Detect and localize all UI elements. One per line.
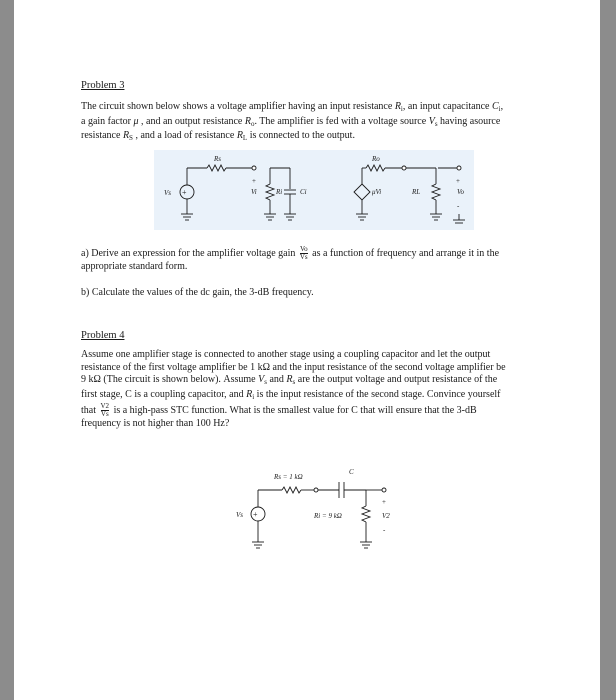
resistor-ri [362,506,370,522]
fraction-denominator: Vs [100,410,109,419]
problem-3-part-a [81,246,541,274]
symbol-sub: S [129,134,133,143]
body-line: resistance of the first voltage amplifier be 1 kΩ and the input resistance of the second voltage amplifier be [81,361,506,373]
document-page [14,0,600,700]
fraction-numerator: V2 [100,402,110,411]
transfer-fraction [101,403,110,418]
symbol-vs: V [428,115,435,127]
body-line: that [81,405,99,417]
symbol-sub: s [264,378,267,387]
label-vo: Vo [457,188,464,196]
symbol-sub: s [292,378,296,387]
label-vs: Vs [164,189,171,197]
symbol-rs: R [286,374,293,386]
source-plus: + [253,510,258,519]
symbol-ci: C [492,101,499,112]
label-vs: Vs [236,511,243,519]
intro-text: The circuit shown below shows a voltage amplifier having an input resistance [81,101,395,112]
vo-plus: + [456,177,460,185]
label-ri: Ri = 9 kΩ [314,512,342,520]
amplifier-circuit-diagram [154,150,474,230]
v2-minus: - [383,526,386,534]
label-rs: Rs [214,155,221,163]
fraction-denominator: Vs [299,253,308,261]
source-plus: + [182,188,187,197]
intro-text: a gain factor [81,115,134,127]
body-line: frequency is not higher than 100 Hz? [81,418,230,430]
body-line: is the input resistance of the second stage. Convince yourself [254,388,501,400]
body-line: and [266,374,287,386]
symbol-ri: R [246,388,253,400]
intro-text: , and an output resistance [138,115,245,127]
resistor-rs [282,487,301,493]
intro-text: , and a load of resistance [132,130,237,142]
symbol-ro: R [244,115,251,127]
intro-text: , an input capacitance [402,101,492,112]
vo-minus: - [457,202,460,210]
label-v2: V2 [382,512,390,520]
label-rs: Rs = 1 kΩ [274,473,303,481]
label-ri: Ri [276,188,283,196]
body-line: is a high-pass STC function. What is the smallest value for C that will ensure that the 3-dB [111,405,477,417]
vi-plus: + [252,177,256,185]
intro-text: having asource [437,115,501,127]
label-ci: Ci [300,188,307,196]
symbol-sub: i [400,105,403,113]
symbol-sub: s [434,119,438,128]
problem-4-body [81,349,541,431]
problem-3-part-b: b) Calculate the values of the dc gain, the 3-dB frequency. [81,287,314,298]
part-a-text: as a function of frequency and arrange it in the [309,247,500,259]
label-vi: Vi [251,188,257,196]
body-line: Assume one amplifier stage is connected to another stage using a coupling capacitor and let the output [81,349,491,360]
body-line: first stage, C is a coupling capacitor, and [81,388,247,400]
label-ro: Ro [372,155,380,163]
body-line: are the output voltage and output resistance of the [295,374,498,386]
label-c: C [349,468,354,476]
intro-text: , [500,101,504,112]
symbol-rs: R [122,130,130,142]
body-line: 9 kΩ (The circuit is shown below). Assume [81,374,259,386]
intro-text: . The amplifier is fed with a voltage source [254,115,429,127]
symbol-rl: R [236,130,243,142]
diagram-background [154,150,474,230]
v2-plus: + [382,498,386,506]
symbol-mu: μ [133,115,139,127]
part-a-text: a) Derive an expression for the amplifier voltage gain [81,247,298,259]
symbol-vs: V [258,374,265,386]
symbol-sub: L [242,134,248,143]
part-a-text: appropriate standard form. [81,261,188,272]
coupling-circuit-diagram [214,462,414,557]
intro-text: resistance [81,130,123,142]
symbol-sub: i [252,392,255,401]
fraction-numerator: Vo [299,245,308,253]
gain-fraction [300,246,308,261]
symbol-sub: i [498,105,501,113]
problem-4-heading: Problem 4 [81,330,125,341]
problem-3-intro [81,101,541,145]
label-mu-vi: μVi [372,188,382,196]
symbol-sub: o [250,119,255,128]
label-rl: RL [412,188,421,196]
symbol-ri: R [394,101,401,112]
intro-text: is connected to the output. [247,130,355,142]
problem-3-heading: Problem 3 [81,80,125,91]
